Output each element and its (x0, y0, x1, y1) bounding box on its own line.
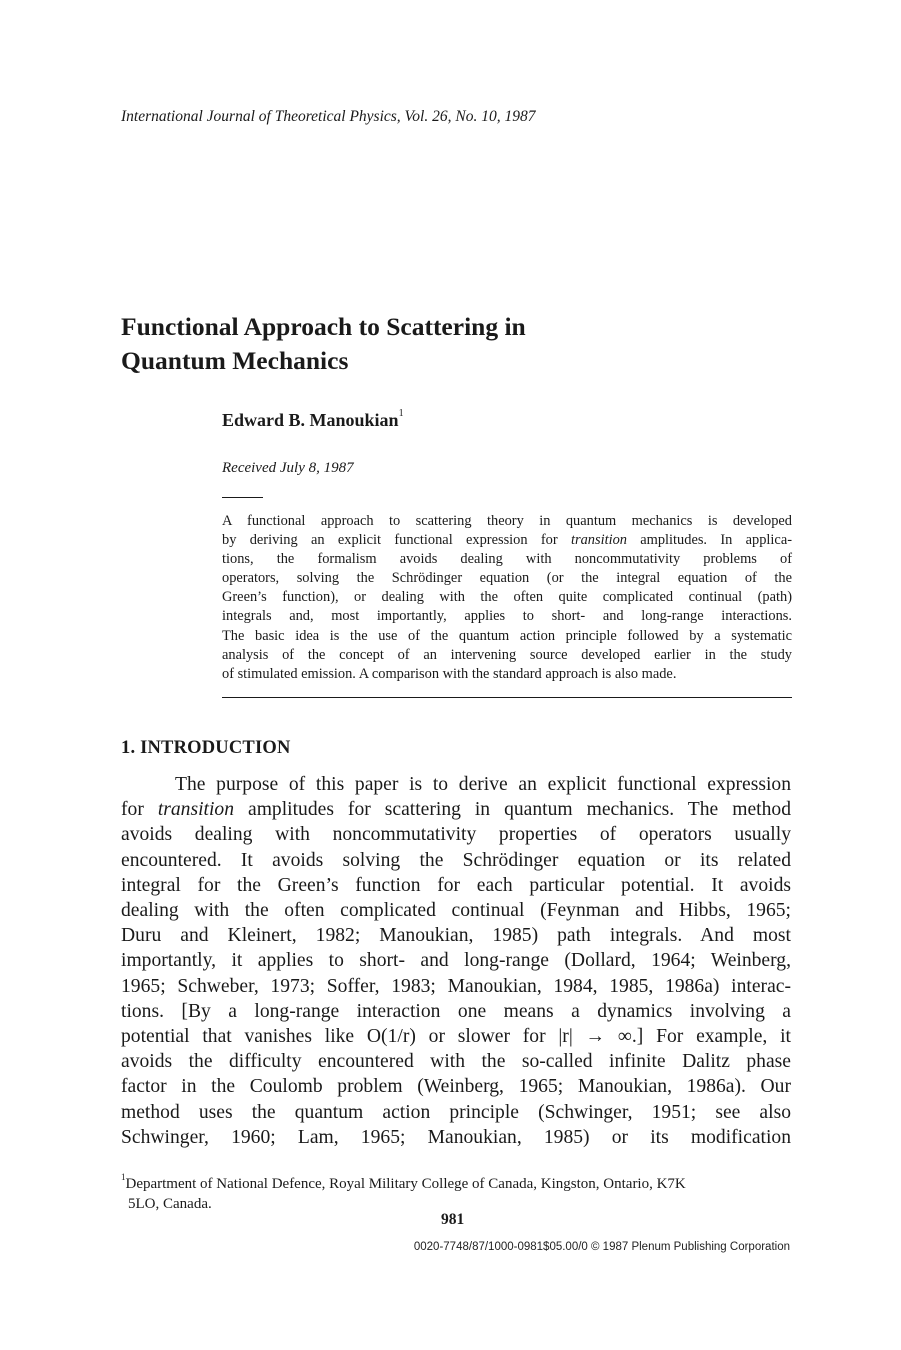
body-line: Schwinger, 1960; Lam, 1965; Manoukian, 1985) or its modification (121, 1126, 791, 1148)
abstract (222, 512, 792, 684)
footnote-mark: 1 (121, 1172, 126, 1182)
abstract-top-divider (222, 497, 263, 498)
section-heading: 1. INTRODUCTION (121, 738, 291, 758)
abstract-line: analysis of the concept of an intervening source developed earlier in the study (222, 646, 792, 663)
body-paragraph (121, 772, 791, 1150)
body-line: avoids dealing with noncommutativity properties of operators usually (121, 824, 791, 846)
body-line: integral for the Green’s function for each particular potential. It avoids (121, 874, 791, 896)
emphasis: transition (570, 532, 627, 549)
article-title (121, 310, 741, 378)
emphasis: transition (157, 799, 235, 821)
copyright-line: 0020-7748/87/1000-0981$05.00/0 © 1987 Plenum Publishing Corporation (413, 1241, 790, 1253)
abstract-line: The basic idea is the use of the quantum action principle followed by a systematic (222, 627, 792, 644)
abstract-line: A functional approach to scattering theory in quantum mechanics is developed (222, 513, 792, 529)
footnote-line: 5LO, Canada. (128, 1196, 212, 1212)
abstract-line: by deriving an explicit functional expression for transition amplitudes. In applica- (222, 532, 792, 549)
abstract-bottom-divider (222, 697, 792, 698)
author-name-text: Edward B. Manoukian (222, 410, 399, 430)
footnote-text: Department of National Defence, Royal Military College of Canada, Kingston, Ontario, K7K (125, 1176, 686, 1192)
body-line: for transition amplitudes for scattering in quantum mechanics. The method (121, 799, 791, 821)
abstract-line: of stimulated emission. A comparison with the standard approach is also made. (222, 665, 677, 682)
author-name (222, 410, 404, 431)
footnote (121, 1169, 791, 1214)
body-line: Duru and Kleinert, 1982; Manoukian, 1985) path integrals. And most (121, 925, 791, 947)
abstract-line: operators, solving the Schrödinger equation (or the integral equation of the (222, 570, 792, 587)
title-line: Quantum Mechanics (121, 346, 349, 375)
author-footnote-mark: 1 (398, 408, 404, 419)
body-line: 1965; Schweber, 1973; Soffer, 1983; Manoukian, 1984, 1985, 1986a) interac- (121, 975, 791, 997)
received-date: Received July 8, 1987 (222, 460, 354, 476)
abstract-line: Green’s function), or dealing with the often quite complicated continual (path) (222, 589, 792, 606)
body-line: encountered. It avoids solving the Schrödinger equation or its related (121, 849, 791, 871)
journal-citation: International Journal of Theoretical Physics, Vol. 26, No. 10, 1987 (121, 108, 536, 125)
title-line: Functional Approach to Scattering in (121, 312, 526, 341)
body-line: dealing with the often complicated continual (Feynman and Hibbs, 1965; (121, 900, 791, 922)
footnote-line (121, 1169, 791, 1194)
body-line: importantly, it applies to short- and long-range (Dollard, 1964; Weinberg, (121, 950, 791, 972)
body-line: tions. [By a long-range interaction one means a dynamics involving a (121, 1000, 791, 1022)
body-line: potential that vanishes like O(1/r) or slower for |r| → ∞.] For example, it (121, 1026, 791, 1048)
page-number: 981 (441, 1211, 465, 1228)
abstract-line: tions, the formalism avoids dealing with noncommutativity problems of (222, 551, 792, 568)
body-line: method uses the quantum action principle (Schwinger, 1951; see also (121, 1101, 791, 1123)
body-line: avoids the difficulty encountered with the so-called infinite Dalitz phase (121, 1051, 791, 1073)
body-line: The purpose of this paper is to derive an explicit functional expression (175, 774, 791, 795)
body-line: factor in the Coulomb problem (Weinberg, 1965; Manoukian, 1986a). Our (121, 1076, 791, 1098)
abstract-line: integrals and, most importantly, applies to short- and long-range interactions. (222, 608, 792, 625)
